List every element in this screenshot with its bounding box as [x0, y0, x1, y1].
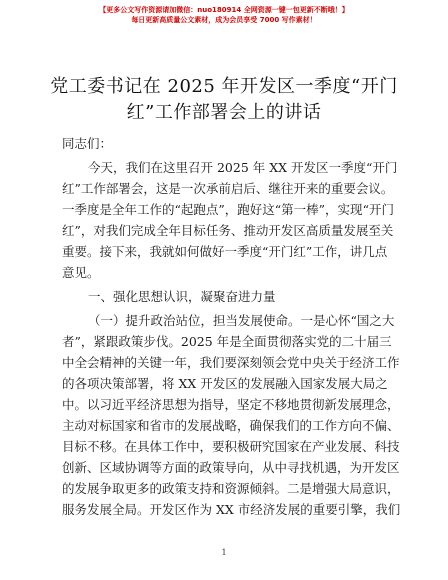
paragraph-2-line-6: 主动对标国家和省市的发展战略，确保我们的工作方向不偏、: [62, 418, 400, 433]
paragraph-1-line-6: 意见。: [62, 265, 100, 280]
paragraph-1-line-1: 今天，我们在这里召开 2025 年 XX 开发区一季度“开门: [88, 160, 398, 175]
paragraph-1-line-5: 重要。接下来，我就如何做好一季度“开门红”工作，讲几点: [62, 244, 388, 259]
paragraph-2-line-10: 服务发展全局。开发区作为 XX 市经济发展的重要引擎，我们: [62, 502, 401, 517]
paragraph-1-line-4: 红”，对我们完成全年目标任务、推动开发区高质量发展至关: [62, 223, 394, 238]
paragraph-2-line-4: 的各项决策部署，将 XX 开发区的发展融入国家发展大局之: [62, 376, 388, 391]
promo-notice-line-1: 【更多公文写作资源请加微信：nuo180914 全网资源一键一包更新不断哦！】: [99, 6, 349, 14]
paragraph-2-line-9: 的发展争取更多的政策支持和资源倾斜。二是增强大局意识，: [62, 481, 400, 496]
paragraph-1-line-3: 一季度是全年工作的“起跑点”，跑好这“第一棒”，实现“开门: [62, 202, 394, 217]
paragraph-2-line-7: 目标不移。在具体工作中，要积极研究国家在产业发展、科技: [62, 439, 400, 454]
paragraph-2-line-8: 创新、区域协调等方面的政策导向，从中寻找机遇，为开发区: [62, 460, 400, 475]
section-1-heading: 一、强化思想认识，凝聚奋进力量: [88, 289, 276, 304]
salutation: 同志们：: [62, 136, 113, 151]
paragraph-1-line-2: 红”工作部署会，这是一次承前启后、继往开来的重要会议。: [62, 181, 394, 196]
promo-notice-line-2: 每日更新高质量公文素材，成为会员享受 7000 写作素材！: [131, 16, 317, 24]
page-number: 1: [221, 548, 227, 557]
document-title-line-1: 党工委书记在 2025 年开发区一季度“开门: [50, 76, 398, 97]
paragraph-2-line-2: 者”，紧跟政策步伐。2025 年是全面贯彻落实党的二十届三: [62, 334, 392, 349]
document-title-line-2: 红”工作部署会上的讲话: [126, 102, 322, 123]
paragraph-2-line-5: 中。以习近平经济思想为指导，坚定不移地贯彻新发展理念，: [62, 397, 400, 412]
paragraph-2-line-1: （一）提升政治站位，担当发展使命。一是心怀“国之大: [88, 313, 395, 328]
paragraph-2-line-3: 中全会精神的关键一年，我们要深刻领会党中央关于经济工作: [62, 355, 400, 370]
